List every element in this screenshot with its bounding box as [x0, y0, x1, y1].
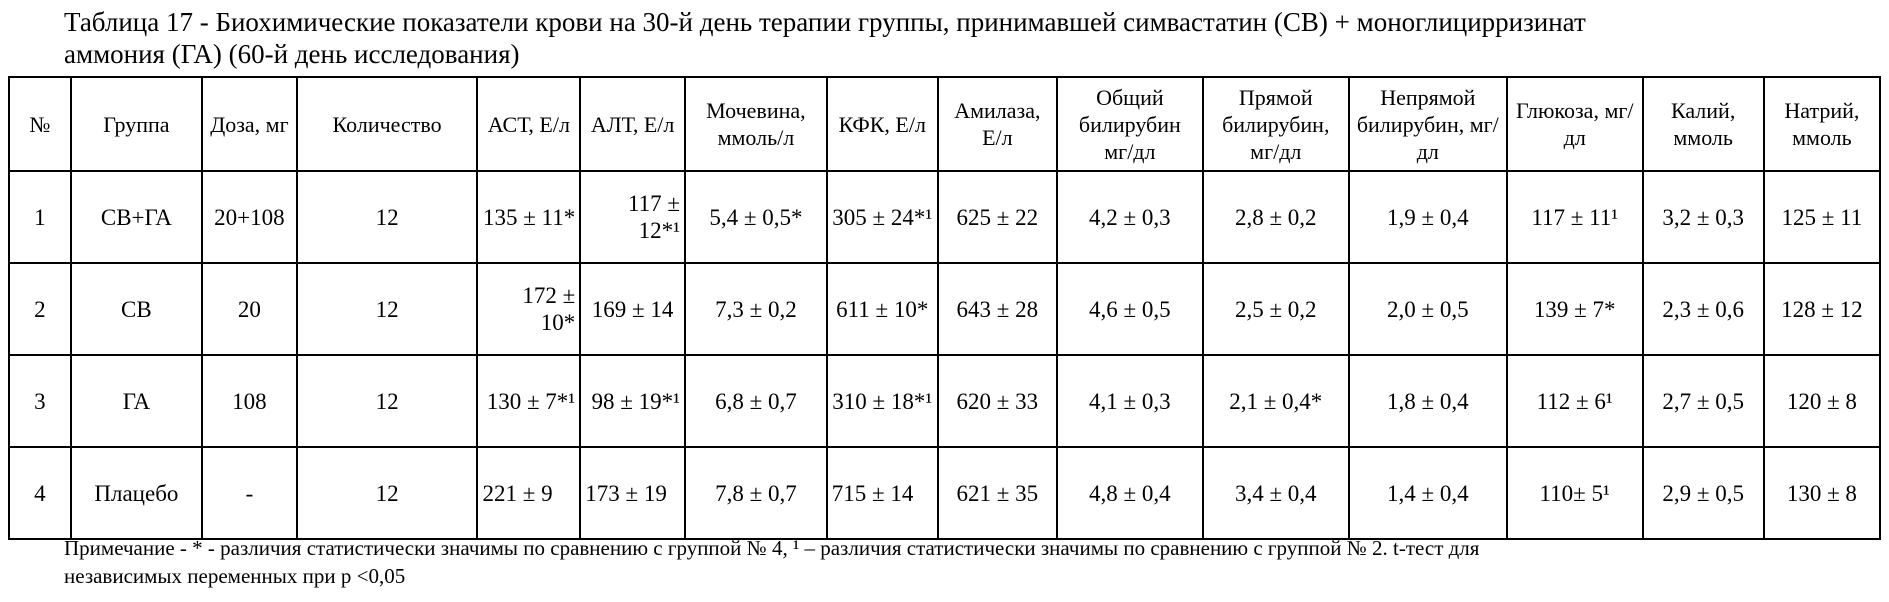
- table-cell: 130 ± 7*¹: [477, 355, 580, 447]
- table-row: [9, 263, 1880, 355]
- table-cell: 7,8 ± 0,7: [685, 447, 827, 539]
- table-cell: 3,2 ± 0,3: [1643, 171, 1764, 263]
- table-row: [9, 355, 1880, 447]
- table-cell: 305 ± 24*¹: [827, 171, 938, 263]
- table-cell: 1,8 ± 0,4: [1349, 355, 1507, 447]
- table-cell: 120 ± 8: [1764, 355, 1880, 447]
- header-cell: Амилаза, Е/л: [938, 77, 1057, 171]
- table-cell: 172 ± 10*: [477, 263, 580, 355]
- table-cell: 1: [9, 171, 71, 263]
- table-cell: 621 ± 35: [938, 447, 1057, 539]
- table-caption: [64, 6, 1864, 70]
- header-cell: Мочевина, ммоль/л: [685, 77, 827, 171]
- table-cell: 6,8 ± 0,7: [685, 355, 827, 447]
- table-cell: 110± 5¹: [1507, 447, 1643, 539]
- table-cell: 4,8 ± 0,4: [1057, 447, 1203, 539]
- table-cell: 7,3 ± 0,2: [685, 263, 827, 355]
- table-cell: 108: [202, 355, 297, 447]
- table-cell: 135 ± 11*: [477, 171, 580, 263]
- table-cell: 2,3 ± 0,6: [1643, 263, 1764, 355]
- table-cell: 2: [9, 263, 71, 355]
- header-row: [9, 77, 1880, 171]
- table-cell: 12: [297, 171, 478, 263]
- table-cell: 3,4 ± 0,4: [1203, 447, 1349, 539]
- table-cell: 2,1 ± 0,4*: [1203, 355, 1349, 447]
- table-cell: 5,4 ± 0,5*: [685, 171, 827, 263]
- table-cell: 2,0 ± 0,5: [1349, 263, 1507, 355]
- table-cell: 112 ± 6¹: [1507, 355, 1643, 447]
- table-cell: 1,9 ± 0,4: [1349, 171, 1507, 263]
- table-cell: 4,6 ± 0,5: [1057, 263, 1203, 355]
- table-cell: 117 ± 12*¹: [580, 171, 685, 263]
- table-row: [9, 447, 1880, 539]
- table-cell: 2,8 ± 0,2: [1203, 171, 1349, 263]
- header-cell: Количество: [297, 77, 478, 171]
- caption-line-1: Таблица 17 - Биохимические показатели крови на 30-й день терапии группы, принимавшей симвастатин (СВ) + моноглицирризинат: [64, 7, 1586, 37]
- header-cell: Группа: [71, 77, 203, 171]
- table-cell: 12: [297, 447, 478, 539]
- table-cell: 643 ± 28: [938, 263, 1057, 355]
- header-cell: Глюкоза, мг/дл: [1507, 77, 1643, 171]
- table-cell: 20: [202, 263, 297, 355]
- table-cell: 12: [297, 263, 478, 355]
- table-row: [9, 171, 1880, 263]
- table-cell: 139 ± 7*: [1507, 263, 1643, 355]
- table-cell: 117 ± 11¹: [1507, 171, 1643, 263]
- table-cell: -: [202, 447, 297, 539]
- table-cell: 4: [9, 447, 71, 539]
- header-cell: КФК, Е/л: [827, 77, 938, 171]
- table-cell: 611 ± 10*: [827, 263, 938, 355]
- table-cell: 20+108: [202, 171, 297, 263]
- table-cell: Плацебо: [71, 447, 203, 539]
- table-cell: ГА: [71, 355, 203, 447]
- table-note: [64, 534, 1864, 590]
- table-cell: 221 ± 9: [477, 447, 580, 539]
- table-cell: 2,9 ± 0,5: [1643, 447, 1764, 539]
- table-cell: 130 ± 8: [1764, 447, 1880, 539]
- caption-line-2: аммония (ГА) (60-й день исследования): [64, 39, 520, 69]
- note-line-2: независимых переменных при р <0,05: [64, 564, 406, 588]
- table-cell: 169 ± 14: [580, 263, 685, 355]
- header-cell: №: [9, 77, 71, 171]
- header-cell: АЛТ, Е/л: [580, 77, 685, 171]
- table-cell: 2,7 ± 0,5: [1643, 355, 1764, 447]
- header-cell: Натрий, ммоль: [1764, 77, 1880, 171]
- header-cell: Доза, мг: [202, 77, 297, 171]
- table-cell: 128 ± 12: [1764, 263, 1880, 355]
- table-cell: 715 ± 14: [827, 447, 938, 539]
- table-cell: 4,1 ± 0,3: [1057, 355, 1203, 447]
- header-cell: Прямой билирубин, мг/дл: [1203, 77, 1349, 171]
- table-cell: 125 ± 11: [1764, 171, 1880, 263]
- table-cell: 625 ± 22: [938, 171, 1057, 263]
- table-cell: 173 ± 19: [580, 447, 685, 539]
- table-cell: 2,5 ± 0,2: [1203, 263, 1349, 355]
- table-container: [8, 76, 1881, 540]
- header-cell: АСТ, Е/л: [477, 77, 580, 171]
- table-cell: СВ+ГА: [71, 171, 203, 263]
- table-cell: 12: [297, 355, 478, 447]
- header-cell: Общий билирубин мг/дл: [1057, 77, 1203, 171]
- biochem-table: [8, 76, 1881, 540]
- table-cell: 310 ± 18*¹: [827, 355, 938, 447]
- note-line-1: Примечание - * - различия статистически значимы по сравнению с группой № 4, ¹ – различия статистически значимы по сравнению с группой № 2. t-тест для: [64, 536, 1480, 560]
- table-cell: 4,2 ± 0,3: [1057, 171, 1203, 263]
- table-cell: СВ: [71, 263, 203, 355]
- table-cell: 3: [9, 355, 71, 447]
- header-cell: Непрямой билирубин, мг/дл: [1349, 77, 1507, 171]
- header-cell: Калий, ммоль: [1643, 77, 1764, 171]
- table-cell: 1,4 ± 0,4: [1349, 447, 1507, 539]
- table-cell: 620 ± 33: [938, 355, 1057, 447]
- table-cell: 98 ± 19*¹: [580, 355, 685, 447]
